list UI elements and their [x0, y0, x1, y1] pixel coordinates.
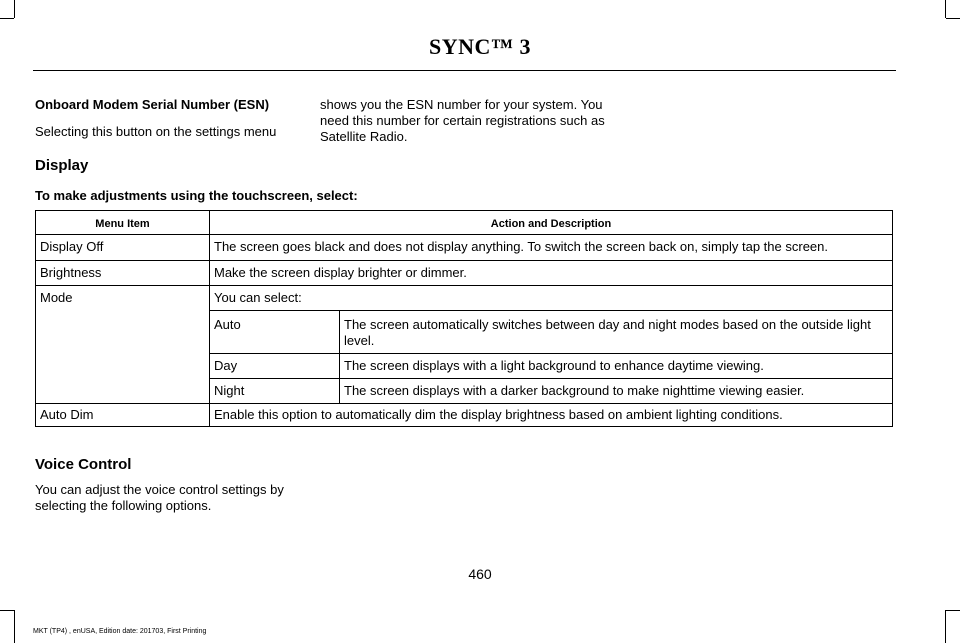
table-row-item: Auto Dim — [40, 407, 94, 422]
table-row-divider — [36, 260, 892, 261]
display-settings-table — [35, 210, 893, 427]
display-intro: To make adjustments using the touchscreen, select: — [35, 188, 358, 203]
table-row-divider — [36, 285, 892, 286]
table-row-desc: Make the screen display brighter or dimmer. — [214, 265, 467, 280]
crop-mark-top-right-v — [945, 0, 946, 18]
subtable-top-divider — [209, 310, 892, 311]
table-col-divider — [209, 211, 210, 426]
display-heading: Display — [35, 157, 89, 174]
esn-text-left: Selecting this button on the settings menu — [35, 124, 277, 139]
table-row-divider — [36, 403, 892, 404]
mode-option-desc: The screen displays with a darker background to make nighttime viewing easier. — [344, 383, 805, 398]
mode-option-desc: The screen displays with a light background to enhance daytime viewing. — [344, 358, 764, 373]
table-row-desc: The screen goes black and does not display anything. To switch the screen back on, simply tap the screen. — [214, 239, 828, 254]
table-row-item: Display Off — [40, 239, 104, 254]
table-header-menu-item: Menu Item — [95, 218, 150, 230]
voice-control-text: You can adjust the voice control settings by selecting the following options. — [35, 482, 284, 513]
header-rule — [33, 70, 896, 71]
table-row-desc: You can select: — [214, 290, 302, 305]
esn-heading: Onboard Modem Serial Number (ESN) — [35, 97, 270, 112]
table-row-item: Mode — [40, 290, 73, 305]
edition-info: MKT (TP4) , enUSA, Edition date: 201703, First Printing — [33, 628, 207, 635]
subtable-row-divider — [209, 378, 892, 379]
subtable-row-divider — [209, 353, 892, 354]
crop-mark-top-right-h — [946, 18, 960, 19]
page-header-title: SYNC™ 3 — [429, 34, 531, 59]
table-header-action: Action and Description — [490, 218, 612, 230]
subtable-col-divider — [339, 310, 340, 403]
table-row-desc: Enable this option to automatically dim the display brightness based on ambient lighting conditions. — [214, 407, 783, 422]
crop-mark-bottom-left-v — [14, 610, 15, 643]
mode-option-name: Night — [214, 383, 245, 398]
crop-mark-top-left-h — [0, 18, 14, 19]
voice-control-heading: Voice Control — [35, 456, 132, 473]
table-row-divider — [36, 234, 892, 235]
crop-mark-top-left-v — [14, 0, 15, 18]
crop-mark-bottom-left-h — [0, 610, 14, 611]
esn-text-right: shows you the ESN number for your system. You need this number for certain registrations such as Satellite Radio. — [320, 97, 605, 144]
mode-option-desc: The screen automatically switches between day and night modes based on the outside light level. — [344, 317, 871, 348]
mode-option-name: Day — [214, 358, 238, 373]
mode-option-name: Auto — [214, 317, 241, 332]
crop-mark-bottom-right-v — [945, 610, 946, 643]
table-row-item: Brightness — [40, 265, 102, 280]
crop-mark-bottom-right-h — [946, 610, 960, 611]
page-number: 460 — [468, 566, 492, 582]
